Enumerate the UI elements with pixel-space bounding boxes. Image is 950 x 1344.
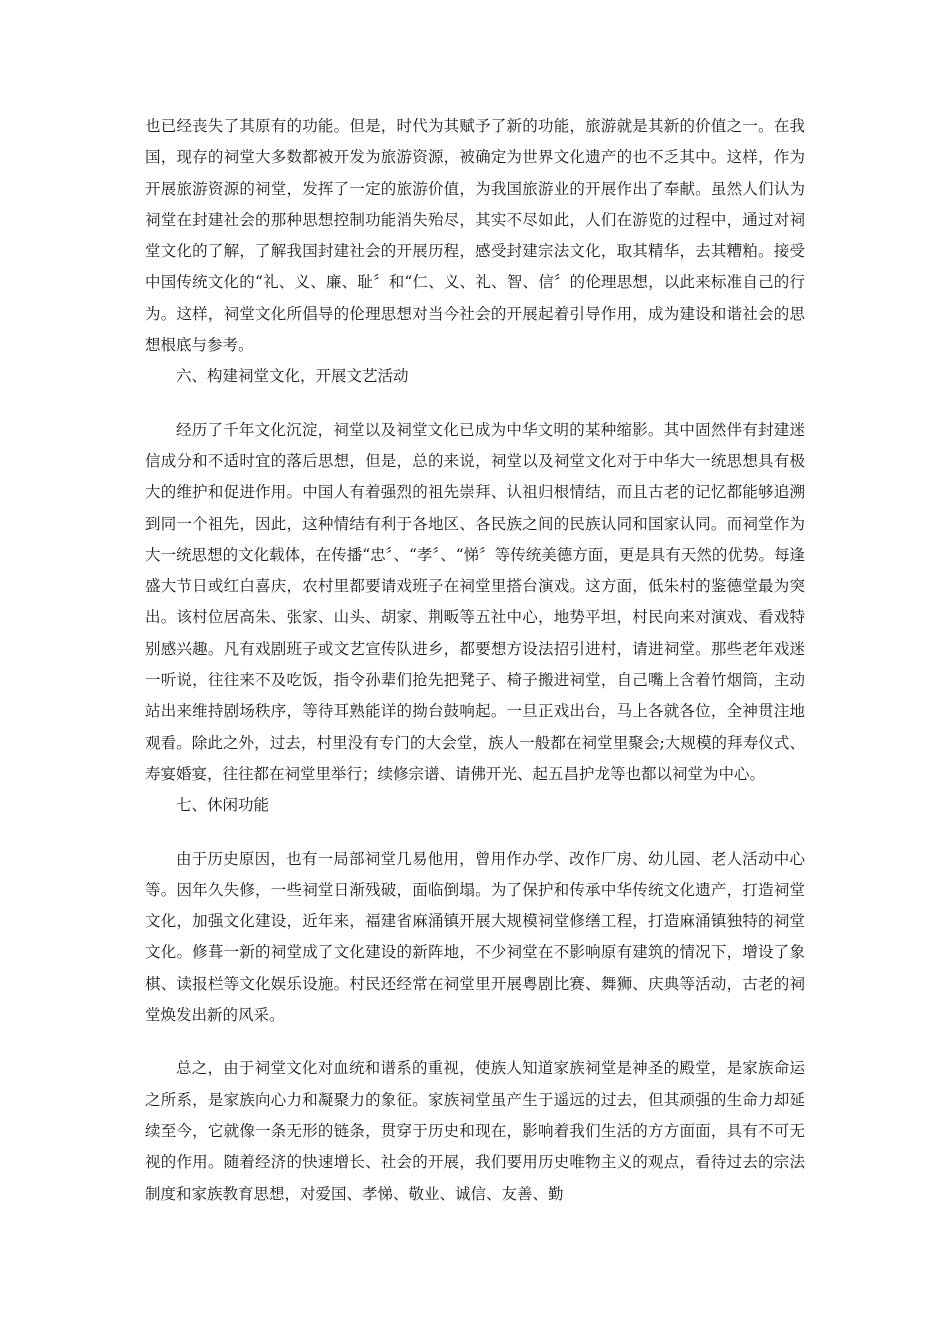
document-page: [145, 111, 805, 1210]
paragraph-leisure-function: 由于历史原因，也有一局部祠堂几易他用，曾用作办学、改作厂房、幼儿园、老人活动中心等。因年久失修，一些祠堂日渐残破，面临倒塌。为了保护和传承中华传统文化遗产，打造祠堂文化，加强文化建设，近年来，福建省麻涌镇开展大规模祠堂修缮工程，打造麻涌镇独特的祠堂文化。修葺一新的祠堂成了文化建设的新阵地，不少祠堂在不影响原有建筑的情况下，增设了象棋、读报栏等文化娱乐设施。村民还经常在祠堂里开展粤剧比赛、舞狮、庆典等活动，古老的祠堂焕发出新的风采。: [145, 849, 805, 1025]
section-heading-7: 七、休闲功能: [176, 796, 270, 815]
paragraph-cultural-activities: 经历了千年文化沉淀，祠堂以及祠堂文化已成为中华文明的某种缩影。其中固然伴有封建迷信成分和不适时宜的落后思想，但是，总的来说，祠堂以及祠堂文化对于中华大一统思想具有极大的维护和促进作用。中国人有着强烈的祖先崇拜、认祖归根情结，而且古老的记忆都能够追溯到同一个祖先，因此，这种情结有利于各地区、各民族之间的民族认同和国家认同。而祠堂作为大一统思想的文化载体，在传播“忠〞、“孝〞、“悌〞等传统美德方面，更是具有天然的优势。每逢盛大节日或红白喜庆，农村里都要请戏班子在祠堂里搭台演戏。这方面，低朱村的鉴德堂最为突出。该村位居高朱、张家、山头、胡家、荆畈等五社中心，地势平坦，村民向来对演戏、看戏特别感兴趣。凡有戏剧班子或文艺宣传队进乡，都要想方设法招引进村，请进祠堂。那些老年戏迷一听说，往往来不及吃饭，指令孙辈们抢先把凳子、椅子搬进祠堂，自己嘴上含着竹烟筒，主动站出来维持剧场秩序，等待耳熟能详的拗台鼓响起。一旦正戏出台，马上各就各位，全神贯注地观看。除此之外，过去，村里没有专门的大会堂，族人一般都在祠堂里聚会;大规模的拜寿仪式、寿宴婚宴，往往都在祠堂里举行；续修宗谱、请佛开光、起五昌护龙等也都以祠堂为中心。: [145, 420, 805, 783]
paragraph-tourism-value: 也已经丧失了其原有的功能。但是，时代为其赋予了新的功能，旅游就是其新的价值之一。在我国，现存的祠堂大多数都被开发为旅游资源，被确定为世界文化遗产的也不乏其中。这样，作为开展旅游资源的祠堂，发挥了一定的旅游价值，为我国旅游业的开展作出了奉献。虽然人们认为祠堂在封建社会的那种思想控制功能消失殆尽，其实不尽如此，人们在游览的过程中，通过对祠堂文化的了解，了解我国封建社会的开展历程，感受封建宗法文化，取其精华，去其糟粕。接受中国传统文化的“礼、义、廉、耻〞和“仁、义、礼、智、信〞的伦理思想，以此来标准自己的行为。这样，祠堂文化所倡导的伦理思想对当今社会的开展起着引导作用，成为建设和谐社会的思想根底与参考。: [145, 117, 805, 355]
section-heading-6: 六、构建祠堂文化，开展文艺活动: [176, 367, 409, 386]
paragraph-conclusion: 总之，由于祠堂文化对血统和谱系的重视，使族人知道家族祠堂是神圣的殿堂，是家族命运之所系，是家族向心力和凝聚力的象征。家族祠堂虽产生于遥远的过去，但其顽强的生命力却延续至今，它就像一条无形的链条，贯穿于历史和现在，影响着我们生活的方方面面，具有不可无视的作用。随着经济的快速增长、社会的开展，我们要用历史唯物主义的观点，看待过去的宗法制度和家族教育思想，对爱国、孝悌、敬业、诚信、友善、勤: [145, 1059, 805, 1203]
